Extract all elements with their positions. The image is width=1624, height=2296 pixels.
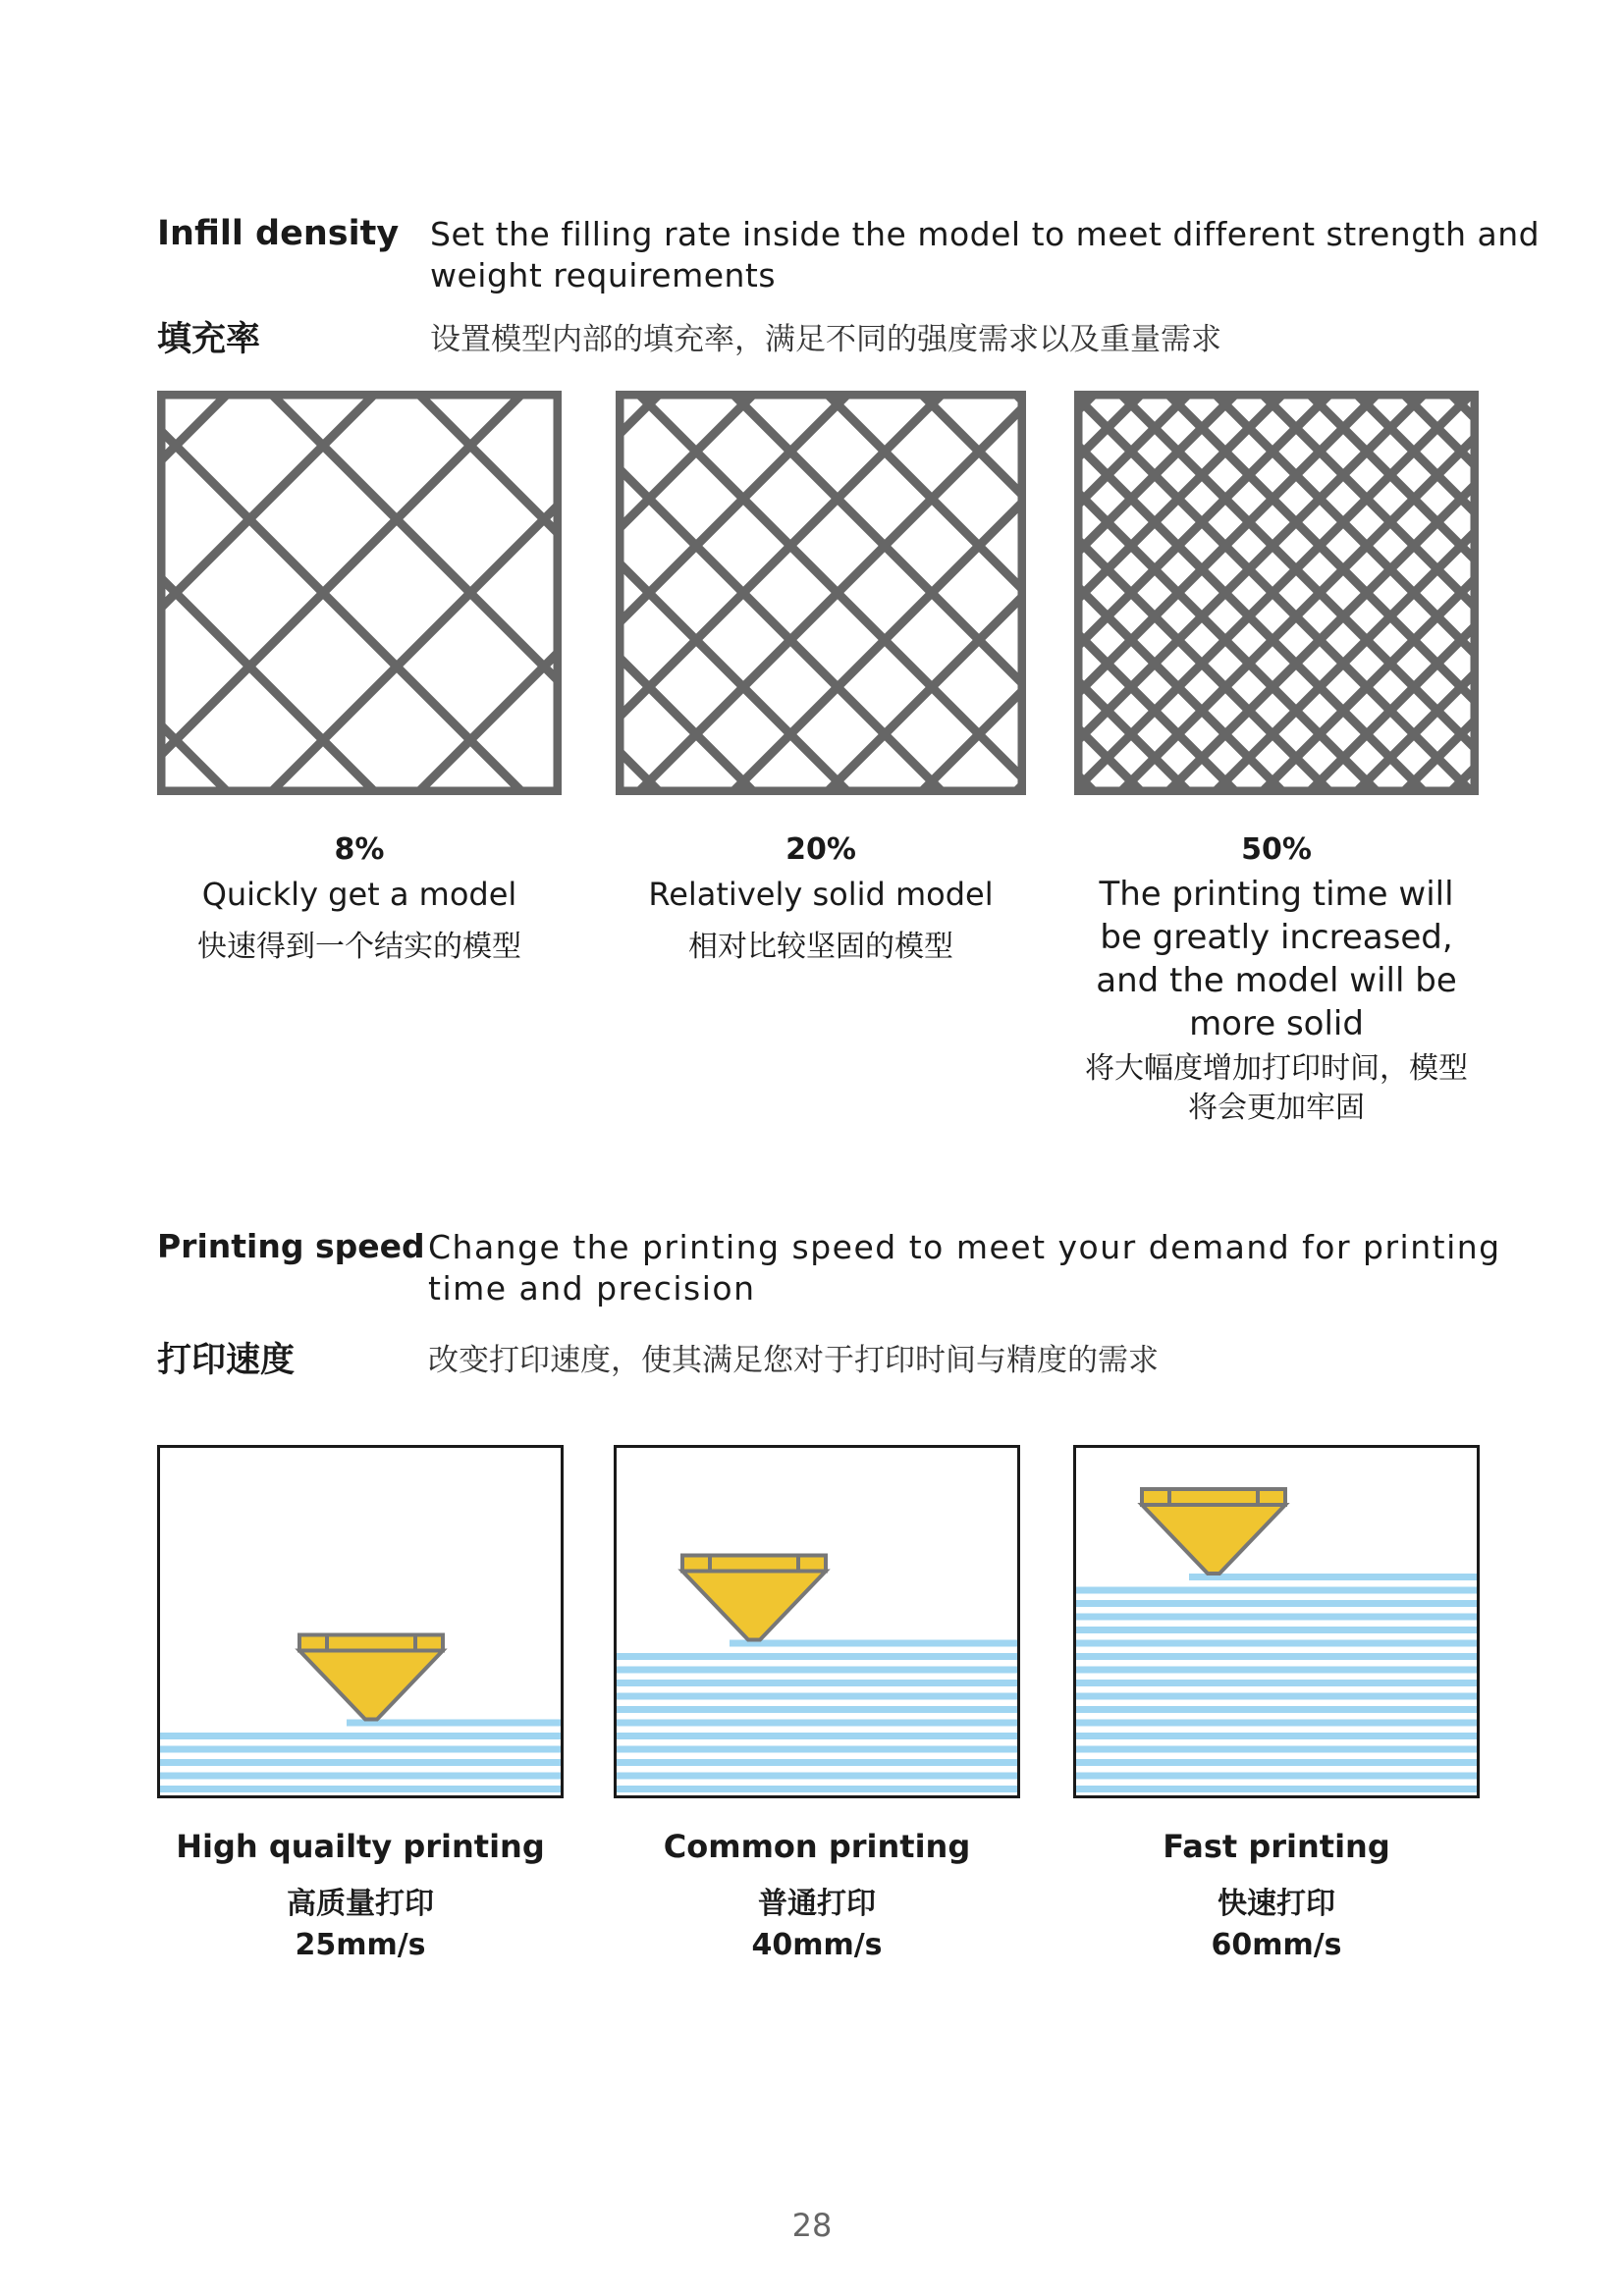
- print-layer: [617, 1667, 1017, 1674]
- speed-value: 25mm/s: [295, 1928, 426, 1962]
- print-layer: [617, 1759, 1017, 1766]
- print-layer-partial: [1189, 1574, 1477, 1580]
- infill-line: [616, 391, 946, 795]
- infill-line: [616, 391, 757, 795]
- print-layer: [1076, 1786, 1477, 1792]
- print-layer: [1076, 1693, 1477, 1700]
- print-layer-partial: [730, 1640, 1017, 1647]
- speed-name-cn: 普通打印: [758, 1887, 876, 1921]
- speed-label-cn: 打印速度: [157, 1341, 296, 1380]
- print-layer: [1076, 1733, 1477, 1739]
- infill-caption-cn: 相对比较坚固的模型: [688, 930, 953, 964]
- infill-grid-20: [616, 391, 1026, 795]
- infill-option-20: [616, 832, 1026, 967]
- infill-line: [616, 391, 757, 795]
- print-layer: [617, 1653, 1017, 1660]
- infill-line: [1306, 391, 1479, 795]
- infill-caption-en: Quickly get a model: [201, 876, 517, 913]
- print-layer: [160, 1746, 561, 1753]
- print-layer: [1076, 1773, 1477, 1780]
- print-layer: [1076, 1680, 1477, 1686]
- print-layer: [1076, 1614, 1477, 1621]
- print-layer: [1076, 1627, 1477, 1633]
- speed-option-fast: [1073, 1828, 1480, 1962]
- print-layer: [160, 1759, 561, 1766]
- print-layer: [160, 1786, 561, 1792]
- infill-line: [157, 391, 378, 795]
- infill-label-cn: 填充率: [157, 320, 261, 359]
- print-layer: [617, 1706, 1017, 1713]
- speed-option-high-quality: [157, 1828, 564, 1962]
- infill-line: [1074, 391, 1333, 795]
- speed-option-common: [614, 1828, 1020, 1962]
- nozzle-icon: [1142, 1489, 1285, 1574]
- speed-illustration-common: [614, 1445, 1020, 1798]
- print-layer: [1076, 1746, 1477, 1753]
- infill-line: [824, 391, 1026, 795]
- nozzle-icon: [682, 1556, 826, 1640]
- infill-option-50: [1074, 832, 1479, 1128]
- infill-line: [616, 391, 946, 795]
- infill-line: [1117, 391, 1479, 795]
- infill-line: [616, 391, 851, 795]
- infill-description-cn: 设置模型内部的填充率，满足不同的强度需求以及重量需求: [430, 322, 1221, 357]
- infill-line: [824, 391, 1026, 795]
- speed-name-cn: 高质量打印: [287, 1887, 434, 1921]
- infill-line: [157, 391, 378, 795]
- print-layer: [1076, 1587, 1477, 1594]
- infill-line: [1074, 391, 1239, 795]
- speed-description-en: Change the printing speed to meet your demand for printing time and precision: [428, 1228, 1501, 1308]
- infill-line: [1117, 391, 1479, 795]
- speed-name-en: Common printing: [663, 1828, 971, 1865]
- infill-grid-50: [1074, 391, 1479, 795]
- infill-line: [1074, 391, 1333, 795]
- nozzle-icon: [299, 1635, 443, 1720]
- speed-description-cn: 改变打印速度，使其满足您对于打印时间与精度的需求: [428, 1343, 1159, 1378]
- infill-grid-8: [157, 391, 562, 795]
- print-layer: [160, 1733, 561, 1739]
- speed-value: 60mm/s: [1211, 1928, 1342, 1962]
- speed-name-cn: 快速打印: [1218, 1887, 1335, 1921]
- infill-line: [1212, 391, 1479, 795]
- print-layer: [617, 1746, 1017, 1753]
- infill-caption-cn: 将大幅度增加打印时间，模型将会更加牢固: [1085, 1051, 1468, 1125]
- speed-name-en: Fast printing: [1163, 1828, 1390, 1865]
- speed-label-en: Printing speed: [157, 1227, 425, 1265]
- print-layer: [1076, 1600, 1477, 1607]
- infill-line: [415, 391, 562, 795]
- infill-line: [1306, 391, 1479, 795]
- print-layer: [1076, 1667, 1477, 1674]
- infill-percent: 50%: [1241, 832, 1312, 867]
- print-layer: [1076, 1653, 1477, 1660]
- print-layer: [1076, 1706, 1477, 1713]
- print-layer: [1076, 1759, 1477, 1766]
- print-layer: [617, 1720, 1017, 1727]
- infill-caption-cn: 快速得到一个结实的模型: [197, 930, 521, 964]
- infill-caption-en: Relatively solid model: [648, 876, 994, 913]
- print-layer: [160, 1773, 561, 1780]
- page-number: 28: [791, 2207, 833, 2244]
- infill-description-en: Set the filling rate inside the model to meet different strength and weight requirements: [430, 215, 1541, 294]
- print-layer: [617, 1680, 1017, 1686]
- print-layer: [1076, 1720, 1477, 1727]
- infill-percent: 20%: [785, 832, 856, 867]
- print-layer: [617, 1733, 1017, 1739]
- print-layer: [617, 1786, 1017, 1792]
- infill-caption-en: The printing time will be greatly increased, and the model will be more solid: [1096, 875, 1457, 1043]
- infill-percent: 8%: [334, 832, 385, 867]
- infill-line: [415, 391, 562, 795]
- print-layer: [617, 1693, 1017, 1700]
- print-layer: [1076, 1640, 1477, 1647]
- infill-line: [1074, 391, 1239, 795]
- speed-name-en: High quailty printing: [176, 1828, 545, 1865]
- print-layer: [617, 1773, 1017, 1780]
- infill-label-en: Infill density: [157, 214, 400, 253]
- infill-option-8: [157, 832, 562, 967]
- speed-illustration-fast: [1073, 1445, 1480, 1798]
- speed-value: 40mm/s: [751, 1928, 883, 1962]
- infill-line: [1212, 391, 1479, 795]
- speed-illustration-high-quality: [157, 1445, 564, 1798]
